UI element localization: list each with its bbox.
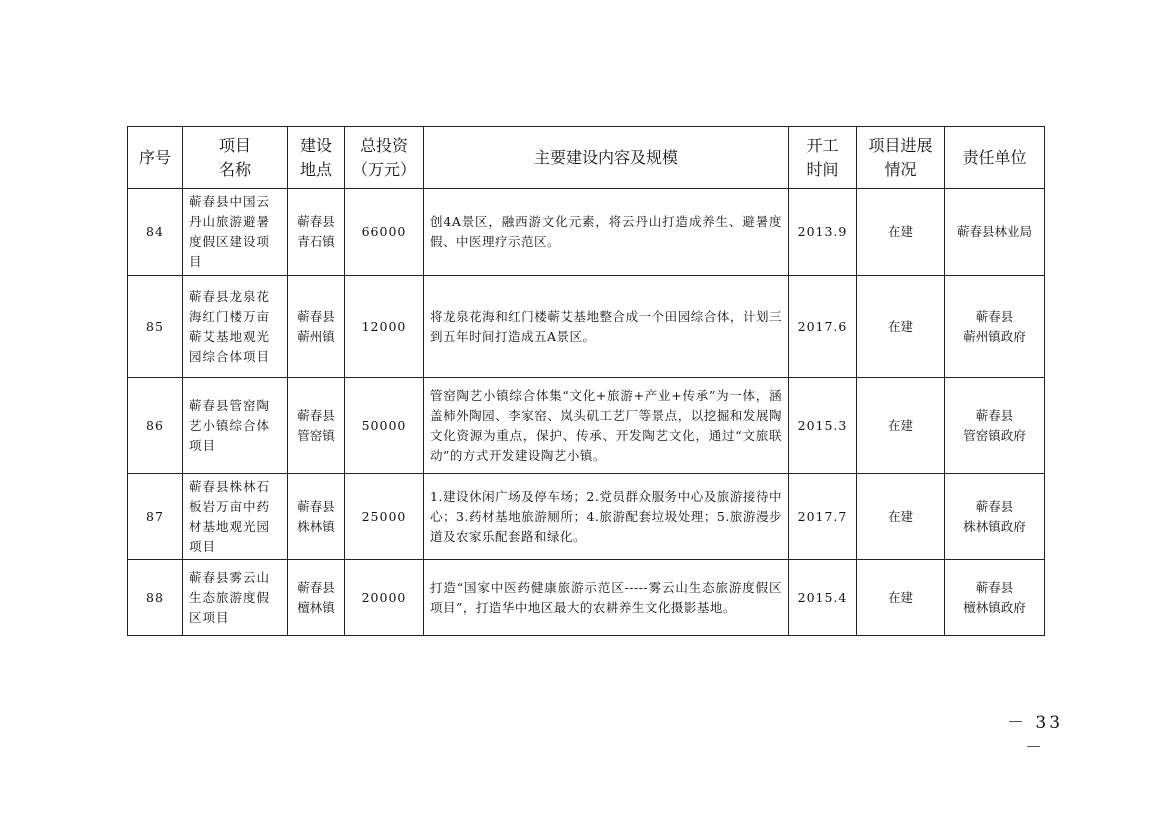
location-line: 青石镇: [297, 234, 335, 249]
responsible-unit-cell: [945, 189, 1045, 276]
start-time-cell: 2015.3: [789, 378, 857, 474]
header-line: 地点: [299, 159, 332, 179]
responsible-unit-cell: [945, 560, 1045, 636]
header-line: 情况: [884, 159, 917, 179]
location-line: 蕲春县: [297, 498, 335, 514]
location-line: 檀林镇: [297, 599, 335, 615]
header-start: [789, 127, 857, 189]
page-number: － 33 －: [1006, 713, 1064, 758]
header-line: 序号: [138, 147, 171, 167]
location-line: 株林镇: [297, 518, 335, 534]
progress-cell: 在建: [857, 560, 945, 636]
header-line: （万元）: [351, 159, 416, 179]
location-line: 蕲春县: [297, 407, 335, 423]
project-name-cell: 蕲春县株林石板岩万亩中药材基地观光园项目: [183, 474, 288, 560]
table-row: [128, 560, 1045, 636]
header-line: 项目进展: [868, 135, 933, 155]
header-line: 总投资: [359, 135, 408, 155]
header-line: 名称: [218, 159, 251, 179]
header-line: 主要建设内容及规模: [533, 147, 678, 167]
header-line: 责任单位: [962, 147, 1027, 167]
project-name-cell: 蕲春县管窑陶艺小镇综合体项目: [183, 378, 288, 474]
project-name-cell: 蕲春县雾云山生态旅游度假区项目: [183, 560, 288, 636]
project-name-cell: 蕲春县龙泉花海红门楼万亩蕲艾基地观光园综合体项目: [183, 276, 288, 378]
table-row: [128, 378, 1045, 474]
header-seq: [128, 127, 183, 189]
location-cell: [288, 276, 345, 378]
project-table: [127, 126, 1045, 636]
unit-line: 株林镇政府: [963, 518, 1026, 534]
location-cell: [288, 474, 345, 560]
seq-cell: 88: [128, 560, 183, 636]
header-line: 建设: [299, 135, 332, 155]
responsible-unit-cell: [945, 276, 1045, 378]
content-cell: 打造“国家中医药健康旅游示范区-----雾云山生态旅游度假区项目”，打造华中地区最大的农耕养生文化摄影基地。: [424, 560, 789, 636]
unit-line: 蕲春县: [975, 579, 1014, 595]
unit-line: 蕲春县: [975, 407, 1014, 423]
start-time-cell: 2017.7: [789, 474, 857, 560]
location-line: 蕲州镇: [297, 328, 335, 344]
header-investment: [345, 127, 424, 189]
table-row: [128, 276, 1045, 378]
unit-line: 蕲州镇政府: [963, 328, 1026, 344]
table-row: [128, 189, 1045, 276]
progress-cell: 在建: [857, 474, 945, 560]
content-cell: 1.建设休闲广场及停车场；2.党员群众服务中心及旅游接待中心；3.药材基地旅游厕所；4.旅游配套垃圾处理；5.旅游漫步道及农家乐配套路和绿化。: [424, 474, 789, 560]
location-line: 蕲春县: [297, 214, 335, 229]
responsible-unit-cell: [945, 474, 1045, 560]
investment-cell: 12000: [345, 276, 424, 378]
unit-line: 蕲春县: [975, 498, 1014, 514]
header-line: 项目: [218, 135, 251, 155]
unit-line: 蕲春县林业局: [956, 224, 1032, 239]
investment-cell: 20000: [345, 560, 424, 636]
header-unit: [945, 127, 1045, 189]
start-time-cell: 2017.6: [789, 276, 857, 378]
content-cell: 创4A景区，融西游文化元素，将云丹山打造成养生、避暑度假、中医理疗示范区。: [424, 189, 789, 276]
location-line: 蕲春县: [297, 308, 335, 324]
investment-cell: 25000: [345, 474, 424, 560]
location-cell: [288, 189, 345, 276]
seq-cell: 87: [128, 474, 183, 560]
header-name: [183, 127, 288, 189]
content-cell: 将龙泉花海和红门楼蕲艾基地整合成一个田园综合体，计划三到五年时间打造成五A景区。: [424, 276, 789, 378]
start-time-cell: 2015.4: [789, 560, 857, 636]
header-line: 时间: [806, 159, 839, 179]
unit-line: 檀林镇政府: [963, 599, 1026, 615]
table-header-row: [128, 127, 1045, 189]
content-cell: 管窑陶艺小镇综合体集“文化+旅游+产业+传承”为一体，涵盖柿外陶园、李家窑、岚头矶工艺厂等景点，以挖掘和发展陶文化资源为重点，保护、传承、开发陶艺文化，通过“文旅联动”的方式开发建设陶艺小镇。: [424, 378, 789, 474]
location-line: 管窑镇: [297, 427, 335, 443]
location-cell: [288, 560, 345, 636]
table-row: [128, 474, 1045, 560]
start-time-cell: 2013.9: [789, 189, 857, 276]
header-line: 开工: [806, 135, 839, 155]
progress-cell: 在建: [857, 276, 945, 378]
seq-cell: 84: [128, 189, 183, 276]
header-content: [424, 127, 789, 189]
header-location: [288, 127, 345, 189]
header-progress: [857, 127, 945, 189]
unit-line: 管窑镇政府: [963, 427, 1026, 443]
unit-line: 蕲春县: [975, 308, 1014, 324]
project-name-cell: 蕲春县中国云丹山旅游避暑度假区建设项目: [183, 189, 288, 276]
progress-cell: 在建: [857, 378, 945, 474]
seq-cell: 86: [128, 378, 183, 474]
responsible-unit-cell: [945, 378, 1045, 474]
location-line: 蕲春县: [297, 579, 335, 595]
progress-cell: 在建: [857, 189, 945, 276]
seq-cell: 85: [128, 276, 183, 378]
location-cell: [288, 378, 345, 474]
investment-cell: 50000: [345, 378, 424, 474]
investment-cell: 66000: [345, 189, 424, 276]
